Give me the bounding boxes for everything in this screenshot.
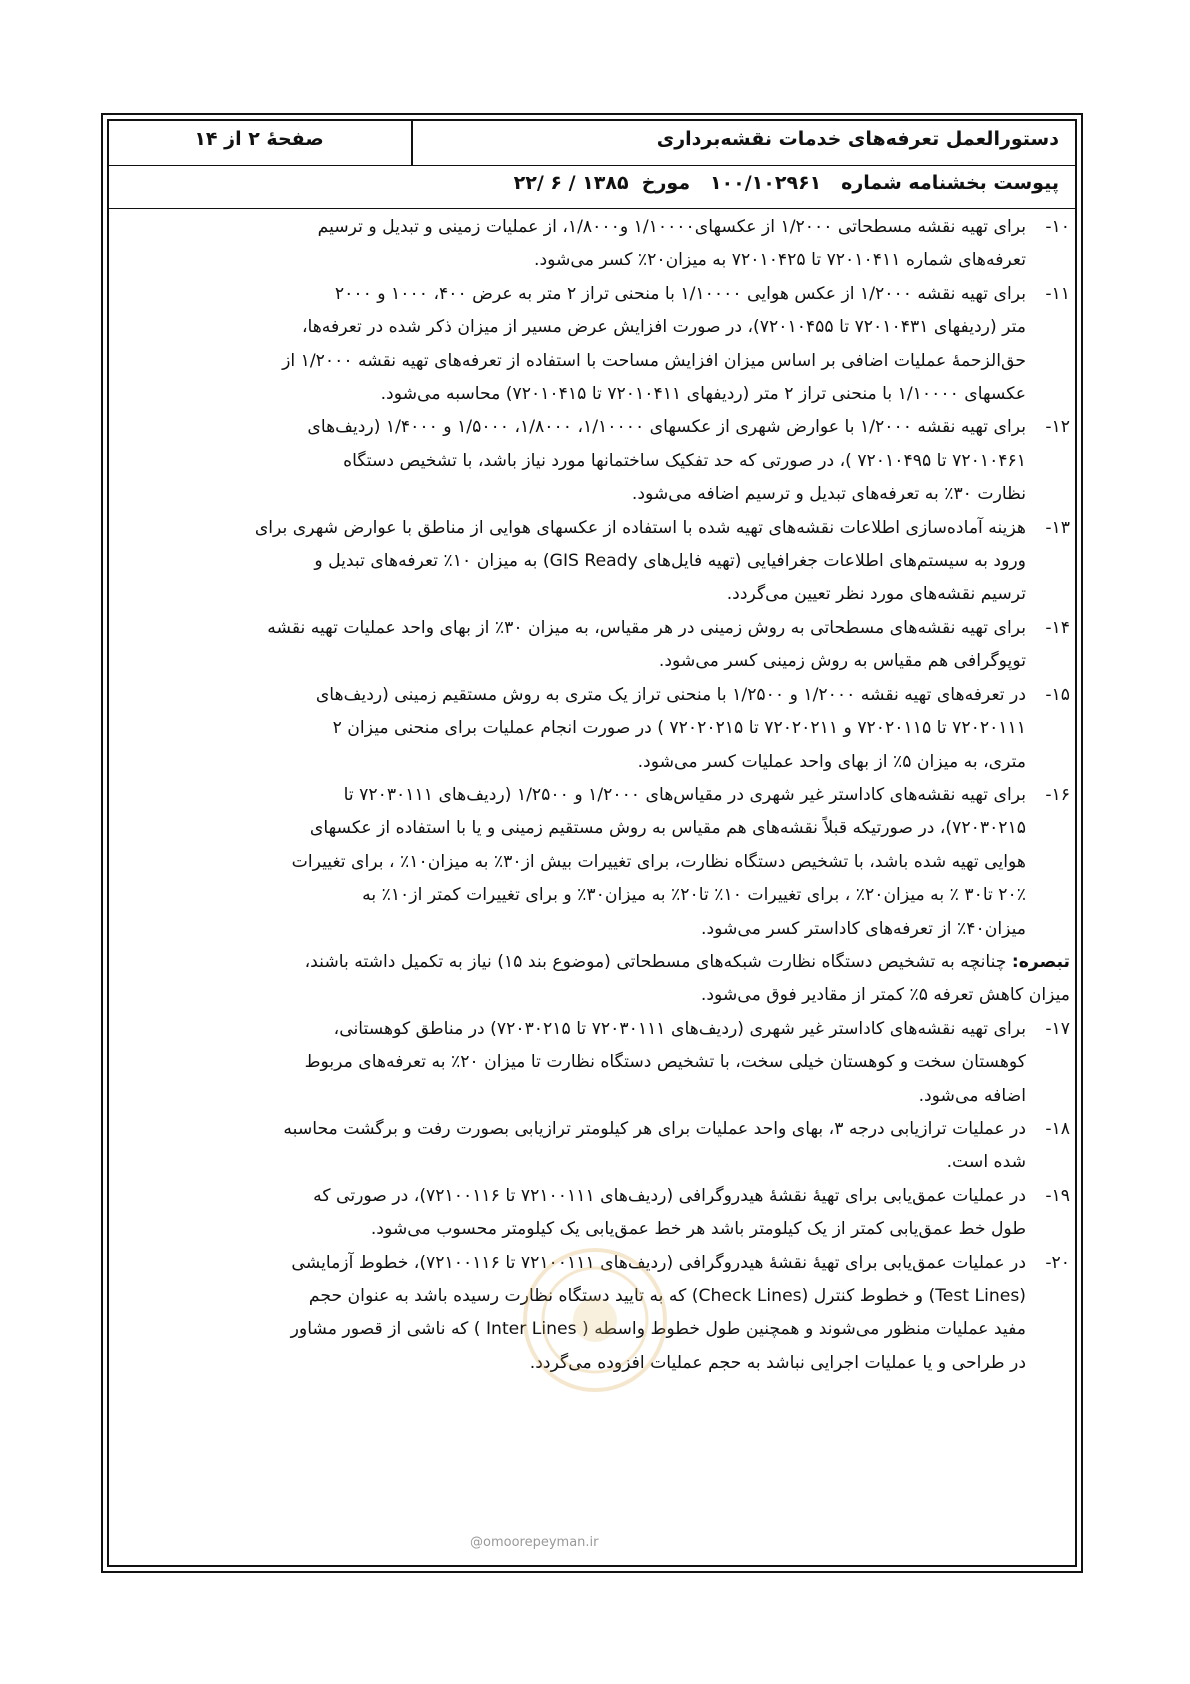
item-number: ۱۱- <box>1045 283 1070 304</box>
item-number: ۱۳- <box>1045 517 1070 538</box>
list-item <box>170 779 1070 946</box>
item-number: ۱۵- <box>1045 684 1070 705</box>
item-line: ترسیم نقشه‌های مورد نظر تعیین می‌گردد. <box>726 584 1026 605</box>
item-number: ۱۷- <box>1045 1018 1070 1039</box>
note-line: میزان کاهش تعرفه ۵٪ کمتر از مقادیر فوق می‌شود. <box>700 985 1070 1006</box>
item-line: عکسهای ۱/۱۰۰۰۰ با منحنی تراز ۲ متر (ردیفهای ۷۲۰۱۰۴۱۱ تا ۷۲۰۱۰۴۱۵) محاسبه می‌شود. <box>380 384 1026 405</box>
circular-reference: پیوست بخشنامه شماره ۱۰۰/۱۰۲۹۶۱ مورخ ۱۳۸۵ / ۶ /۲۲ <box>513 172 1059 194</box>
document-title: دستورالعمل تعرفه‌های خدمات نقشه‌برداری <box>656 128 1059 150</box>
item-line: ۲۰٪ تا۳۰ ٪ به میزان۲۰٪ ، برای تغییرات ۱۰٪ تا۲۰٪ به میزان۳۰٪ و برای تغییرات کمتر از۱۰٪ به <box>362 885 1026 906</box>
note-line: چنانچه به تشخیص دستگاه نظارت شبکه‌های مسطحاتی (موضوع بند ۱۵) نیاز به تکمیل داشته باشند، <box>304 951 1012 972</box>
list-item <box>170 411 1070 511</box>
list-item <box>170 679 1070 779</box>
item-line: حق‌الزحمهٔ عملیات اضافی بر اساس میزان افزایش مساحت با استفاده از تعرفه‌های تهیه نقشه ۱/۲۰۰۰ از <box>282 350 1026 371</box>
item-line: توپوگرافی هم مقیاس به روش زمینی کسر می‌شود. <box>658 651 1026 672</box>
item-line: در عملیات ترازیابی درجه ۳، بهای واحد عملیات برای هر کیلومتر ترازیابی بصورت رفت و برگشت محاسبه <box>283 1118 1026 1139</box>
item-line: ورود به سیستم‌های اطلاعات جغرافیایی (تهیه فایل‌های GIS Ready) به میزان ۱۰٪ تعرفه‌های تبدیل و <box>314 551 1026 572</box>
list-item <box>170 1013 1070 1113</box>
list-item <box>170 512 1070 612</box>
list-item <box>170 278 1070 412</box>
item-line: متر (ردیفهای ۷۲۰۱۰۴۳۱ تا ۷۲۰۱۰۴۵۵)، در صورت افزایش عرض مسیر از میزان ذکر شده در تعرفه‌ها، <box>301 317 1026 338</box>
item-line: کوهستان سخت و کوهستان خیلی سخت، با تشخیص دستگاه نظارت تا میزان ۲۰٪ به تعرفه‌های مربوط <box>304 1052 1026 1073</box>
item-line: برای تهیه نقشه‌های کاداستر غیر شهری (ردیف‌های ۷۲۰۳۰۱۱۱ تا ۷۲۰۳۰۲۱۵) در مناطق کوهستانی، <box>333 1018 1026 1039</box>
item-line: برای تهیه نقشه مسطحاتی ۱/۲۰۰۰ از عکسهای۱/۱۰۰۰۰ و۱/۸۰۰۰، از عملیات زمینی و تبدیل و ترسیم <box>317 217 1026 237</box>
item-line: ۷۲۰۳۰۲۱۵)، در صورتیکه قبلاً نقشه‌های هم مقیاس به روش مستقیم زمینی و یا با استفاده از عکسهای <box>309 818 1026 839</box>
item-number: ۱۸- <box>1045 1118 1070 1139</box>
item-line: در عملیات عمق‌یابی برای تهیهٔ نقشهٔ هیدروگرافی (ردیف‌های ۷۲۱۰۰۱۱۱ تا ۷۲۱۰۰۱۱۶)، خطوط آزمایشی <box>291 1252 1026 1273</box>
item-line: برای تهیه نقشه ۱/۲۰۰۰ از عکس هوایی ۱/۱۰۰۰۰ با منحنی تراز ۲ متر به عرض ۴۰۰، ۱۰۰۰ و ۲۰۰۰ <box>334 283 1026 304</box>
note-paragraph <box>170 946 1070 1013</box>
item-line: در عملیات عمق‌یابی برای تهیهٔ نقشهٔ هیدروگرافی (ردیف‌های ۷۲۱۰۰۱۱۱ تا ۷۲۱۰۰۱۱۶)، در صورتی که <box>313 1185 1026 1206</box>
item-line: در طراحی و یا عملیات اجرایی نباشد به حجم عملیات افزوده می‌گردد. <box>529 1352 1026 1373</box>
document-body <box>170 211 1070 1380</box>
list-item <box>170 211 1070 278</box>
item-number: ۱۰- <box>1045 217 1070 237</box>
item-number: ۱۶- <box>1045 784 1070 805</box>
item-number: ۱۹- <box>1045 1185 1070 1206</box>
item-line: تعرفه‌های شماره ۷۲۰۱۰۴۱۱ تا ۷۲۰۱۰۴۲۵ به میزان۲۰٪ کسر می‌شود. <box>534 250 1026 271</box>
item-line: مفید عملیات منظور می‌شوند و همچنین طول خطوط واسطه ( Inter Lines ) که ناشی از قصور مشاور <box>290 1319 1026 1340</box>
item-line: ۷۲۰۱۰۴۶۱ تا ۷۲۰۱۰۴۹۵ )، در صورتی که حد تفکیک ساختمانها مورد نیاز باشد، با تشخیص دستگاه <box>343 450 1026 471</box>
item-number: ۲۰- <box>1045 1252 1070 1273</box>
item-line: ۷۲۰۲۰۱۱۱ تا ۷۲۰۲۰۱۱۵ و ۷۲۰۲۰۲۱۱ تا ۷۲۰۲۰۲۱۵ ) در صورت انجام عملیات برای منحنی میزان ۲ <box>332 718 1026 739</box>
note-label: تبصره: <box>1011 951 1070 972</box>
item-number: ۱۴- <box>1045 617 1070 638</box>
item-line: میزان۴۰٪ از تعرفه‌های کاداستر کسر می‌شود. <box>701 918 1026 939</box>
item-line: اضافه می‌شود. <box>918 1085 1026 1106</box>
stamp-seal <box>520 1245 670 1395</box>
watermark-text: @omoorepeyman.ir <box>470 1535 599 1550</box>
item-line: نظارت ۳۰٪ به تعرفه‌های تبدیل و ترسیم اضافه می‌شود. <box>631 484 1026 505</box>
header-row <box>109 121 1075 166</box>
page-number: صفحهٔ ۲ از ۱۴ <box>194 128 324 150</box>
item-line: هوایی تهیه شده باشد، با تشخیص دستگاه نظارت، برای تغییرات بیش از۳۰٪ به میزان۱۰٪ ، برای تغییرات <box>291 851 1026 872</box>
item-line: برای تهیه نقشه‌های کاداستر غیر شهری در مقیاس‌های ۱/۲۰۰۰ و ۱/۲۵۰۰ (ردیف‌های ۷۲۰۳۰۱۱۱ تا <box>343 784 1026 805</box>
item-line: هزینه آماده‌سازی اطلاعات نقشه‌های تهیه شده با استفاده از عکسهای هوایی از مناطق با عوارض شهری برای <box>254 517 1026 538</box>
item-line: برای تهیه نقشه‌های مسطحاتی به روش زمینی در هر مقیاس، به میزان ۳۰٪ از بهای واحد عملیات تهیه نقشه <box>267 617 1026 638</box>
subheader-row <box>109 166 1075 209</box>
item-line: طول خط عمق‌یابی کمتر از یک کیلومتر باشد هر خط عمق‌یابی یک کیلومتر محسوب می‌شود. <box>370 1219 1026 1240</box>
list-item <box>170 1113 1070 1180</box>
list-item <box>170 612 1070 679</box>
item-line: برای تهیه نقشه ۱/۲۰۰۰ با عوارض شهری از عکسهای ۱/۱۰۰۰۰، ۱/۸۰۰۰، ۱/۵۰۰۰ و ۱/۴۰۰۰ (ردیف‌های <box>307 417 1026 438</box>
item-line: در تعرفه‌های تهیه نقشه ۱/۲۰۰۰ و ۱/۲۵۰۰ با منحنی تراز یک متری به روش مستقیم زمینی (ردیف‌های <box>315 684 1026 705</box>
list-item <box>170 1180 1070 1247</box>
item-number: ۱۲- <box>1045 417 1070 438</box>
item-line: شده است. <box>946 1152 1026 1173</box>
item-line: (Test Lines) و خطوط کنترل (Check Lines) که به تایید دستگاه نظارت رسیده باشد به عنوان حجم <box>308 1286 1026 1306</box>
item-line: متری، به میزان ۵٪ از بهای واحد عملیات کسر می‌شود. <box>637 751 1026 772</box>
header-divider <box>411 121 413 166</box>
